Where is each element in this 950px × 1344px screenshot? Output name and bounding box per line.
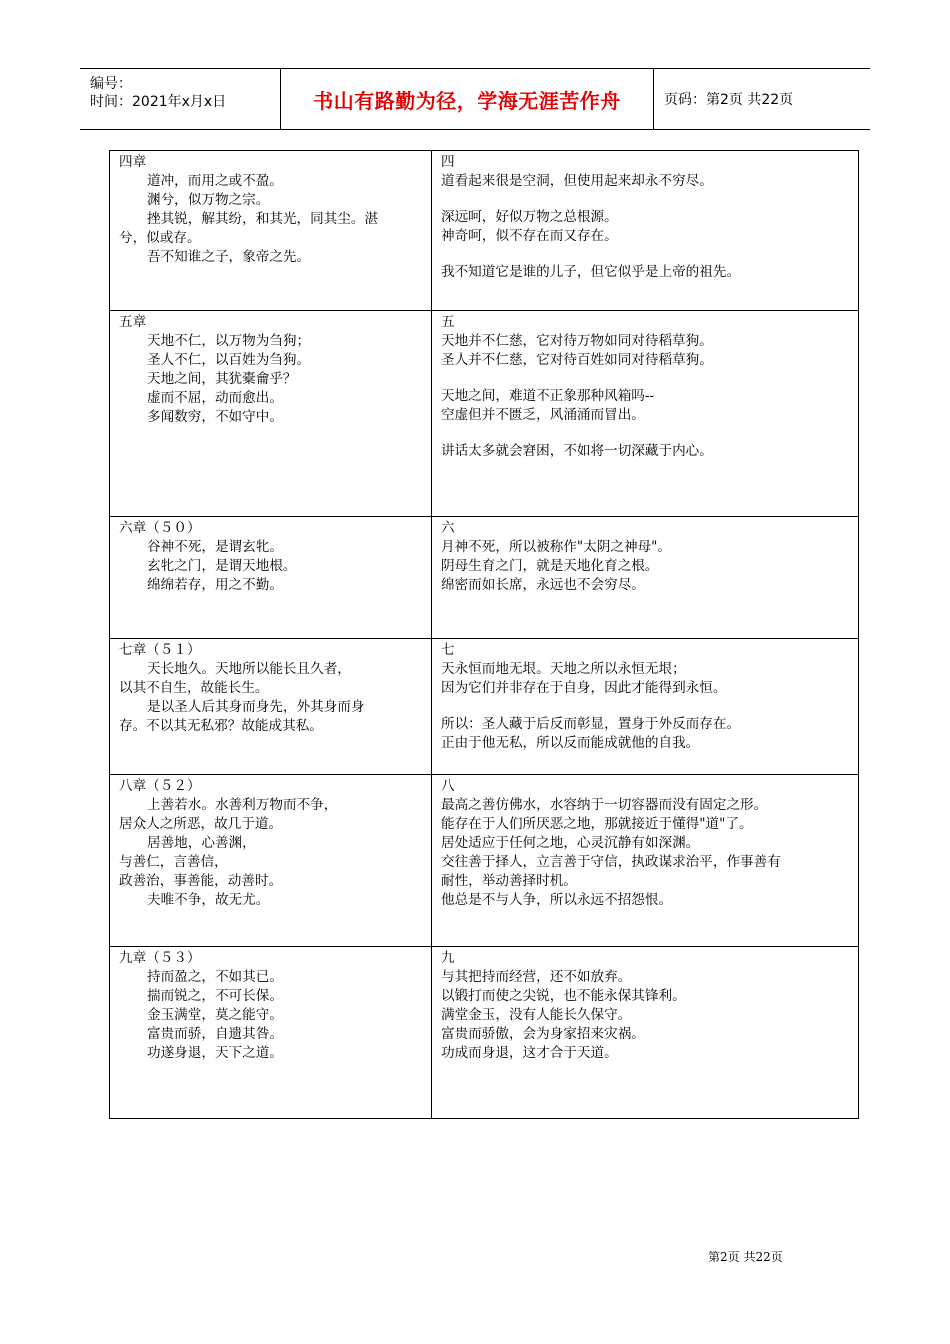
translation-title: 九: [441, 950, 455, 966]
original-line: 玄牝之门，是谓天地根。: [147, 558, 297, 574]
original-text-cell: [110, 775, 432, 947]
chapter-row: [110, 311, 859, 517]
original-line: 存。不以其无私邪？故能成其私。: [119, 718, 323, 734]
translation-cell: [432, 775, 859, 947]
translation-line: 所以：圣人藏于后反而彰显，置身于外反而存在。: [441, 716, 741, 732]
original-line: 天地不仁，以万物为刍狗；: [147, 333, 311, 349]
original-text-cell: [110, 311, 432, 517]
translation-line: 阴母生育之门，就是天地化育之根。: [441, 558, 659, 574]
translation-line: 他总是不与人争，所以永远不招怨恨。: [441, 892, 673, 908]
original-text-cell: [110, 639, 432, 775]
original-line: 虚而不屈，动而愈出。: [147, 390, 283, 406]
original-line: 是以圣人后其身而身先，外其身而身: [147, 699, 365, 715]
page-header: [80, 68, 870, 130]
translation-line: 最高之善仿佛水，水容纳于一切容器而没有固定之形。: [441, 797, 768, 813]
chapter-title: 九章（５３）: [119, 950, 201, 966]
original-line: 挫其锐，解其纷，和其光，同其尘。湛: [147, 211, 379, 227]
chapter-title: 八章（５２）: [119, 778, 201, 794]
header-page-info: 页码：第2页 共22页: [664, 92, 794, 108]
translation-line: 神奇呵，似不存在而又存在。: [441, 228, 618, 244]
original-line: 渊兮，似万物之宗。: [147, 192, 270, 208]
translation-line: 讲话太多就会窘困，不如将一切深藏于内心。: [441, 443, 713, 459]
original-line: 天地之间，其犹橐龠乎？: [147, 371, 297, 387]
chapter-title: 六章（５０）: [119, 520, 201, 536]
translation-line: 天永恒而地无垠。天地之所以永恒无垠；: [441, 661, 686, 677]
original-line: 金玉满堂，莫之能守。: [147, 1007, 283, 1023]
chapter-title: 四章: [119, 154, 147, 170]
original-line: 功遂身退，天下之道。: [147, 1045, 283, 1061]
original-line: 夫唯不争，故无尤。: [147, 892, 270, 908]
original-line: 圣人不仁，以百姓为刍狗。: [147, 352, 311, 368]
translation-line: 月神不死，所以被称作"太阴之神母"。: [441, 539, 672, 555]
translation-line: 耐性，举动善择时机。: [441, 873, 577, 889]
translation-line: 因为它们并非存在于自身，因此才能得到永恒。: [441, 680, 727, 696]
translation-line: 功成而身退，这才合于天道。: [441, 1045, 618, 1061]
paragraph-gap: [441, 425, 852, 442]
paragraph-gap: [441, 191, 852, 208]
original-text-cell: [110, 517, 432, 639]
translation-title: 四: [441, 154, 455, 170]
chapter-title: 五章: [119, 314, 147, 330]
translation-line: 以锻打而使之尖锐，也不能永保其锋利。: [441, 988, 686, 1004]
paragraph-gap: [441, 246, 852, 263]
chapter-row: [110, 639, 859, 775]
original-line: 以其不自生，故能长生。: [119, 680, 269, 696]
original-text-cell: [110, 947, 432, 1119]
chapter-row: [110, 947, 859, 1119]
chapter-row: [110, 775, 859, 947]
translation-title: 八: [441, 778, 455, 794]
translation-cell: [432, 311, 859, 517]
chapter-title: 七章（５１）: [119, 642, 201, 658]
original-line: 揣而锐之，不可长保。: [147, 988, 283, 1004]
translation-title: 七: [441, 642, 455, 658]
original-line: 天长地久。天地所以能长且久者，: [147, 661, 351, 677]
original-line: 兮，似或存。: [119, 230, 201, 246]
translation-line: 圣人并不仁慈，它对待百姓如同对待稻草狗。: [441, 352, 713, 368]
paragraph-gap: [441, 370, 852, 387]
translation-line: 交往善于择人，立言善于守信，执政谋求治平，作事善有: [441, 854, 781, 870]
original-line: 富贵而骄，自遗其咎。: [147, 1026, 283, 1042]
translation-line: 居处适应于任何之地，心灵沉静有如深渊。: [441, 835, 700, 851]
original-line: 居众人之所恶，故几于道。: [119, 816, 283, 832]
original-line: 多闻数穷，不如守中。: [147, 409, 283, 425]
translation-line: 绵密而如长席，永远也不会穷尽。: [441, 577, 645, 593]
original-line: 上善若水。水善利万物而不争，: [147, 797, 338, 813]
time-label: 时间：2021年x月x日: [90, 94, 227, 110]
translation-line: 深远呵，好似万物之总根源。: [441, 209, 618, 225]
chapter-row: [110, 151, 859, 311]
translation-line: 道看起来很是空洞，但使用起来却永不穷尽。: [441, 173, 713, 189]
translation-line: 天地之间，难道不正象那种风箱吗--: [441, 388, 655, 404]
translation-cell: [432, 639, 859, 775]
page-footer: 第2页 共22页: [708, 1250, 783, 1264]
original-line: 吾不知谁之子，象帝之先。: [147, 249, 311, 265]
original-line: 居善地，心善渊，: [147, 835, 256, 851]
paragraph-gap: [441, 698, 852, 715]
original-line: 道冲，而用之或不盈。: [147, 173, 283, 189]
chapter-row: [110, 517, 859, 639]
translation-line: 空虚但并不匮乏，风涌涌而冒出。: [441, 407, 645, 423]
translation-line: 能存在于人们所厌恶之地，那就接近于懂得"道"了。: [441, 816, 753, 832]
header-motto: 书山有路勤为径，学海无涯苦作舟: [281, 69, 654, 129]
translation-line: 与其把持而经营，还不如放弃。: [441, 969, 632, 985]
number-label: 编号：: [90, 76, 132, 92]
original-line: 与善仁，言善信，: [119, 854, 228, 870]
translation-cell: [432, 947, 859, 1119]
original-line: 绵绵若存，用之不勤。: [147, 577, 283, 593]
translation-title: 六: [441, 520, 455, 536]
translation-line: 富贵而骄傲，会为身家招来灾祸。: [441, 1026, 645, 1042]
original-text-cell: [110, 151, 432, 311]
translation-table: [109, 150, 859, 1119]
translation-cell: [432, 151, 859, 311]
original-line: 政善治，事善能，动善时。: [119, 873, 283, 889]
translation-title: 五: [441, 314, 455, 330]
original-line: 持而盈之，不如其已。: [147, 969, 283, 985]
translation-line: 天地并不仁慈，它对待万物如同对待稻草狗。: [441, 333, 713, 349]
translation-cell: [432, 517, 859, 639]
translation-line: 我不知道它是谁的儿子，但它似乎是上帝的祖先。: [441, 264, 741, 280]
original-line: 谷神不死，是谓玄牝。: [147, 539, 283, 555]
header-meta: [80, 69, 281, 129]
translation-line: 满堂金玉，没有人能长久保守。: [441, 1007, 632, 1023]
translation-line: 正由于他无私，所以反而能成就他的自我。: [441, 735, 700, 751]
